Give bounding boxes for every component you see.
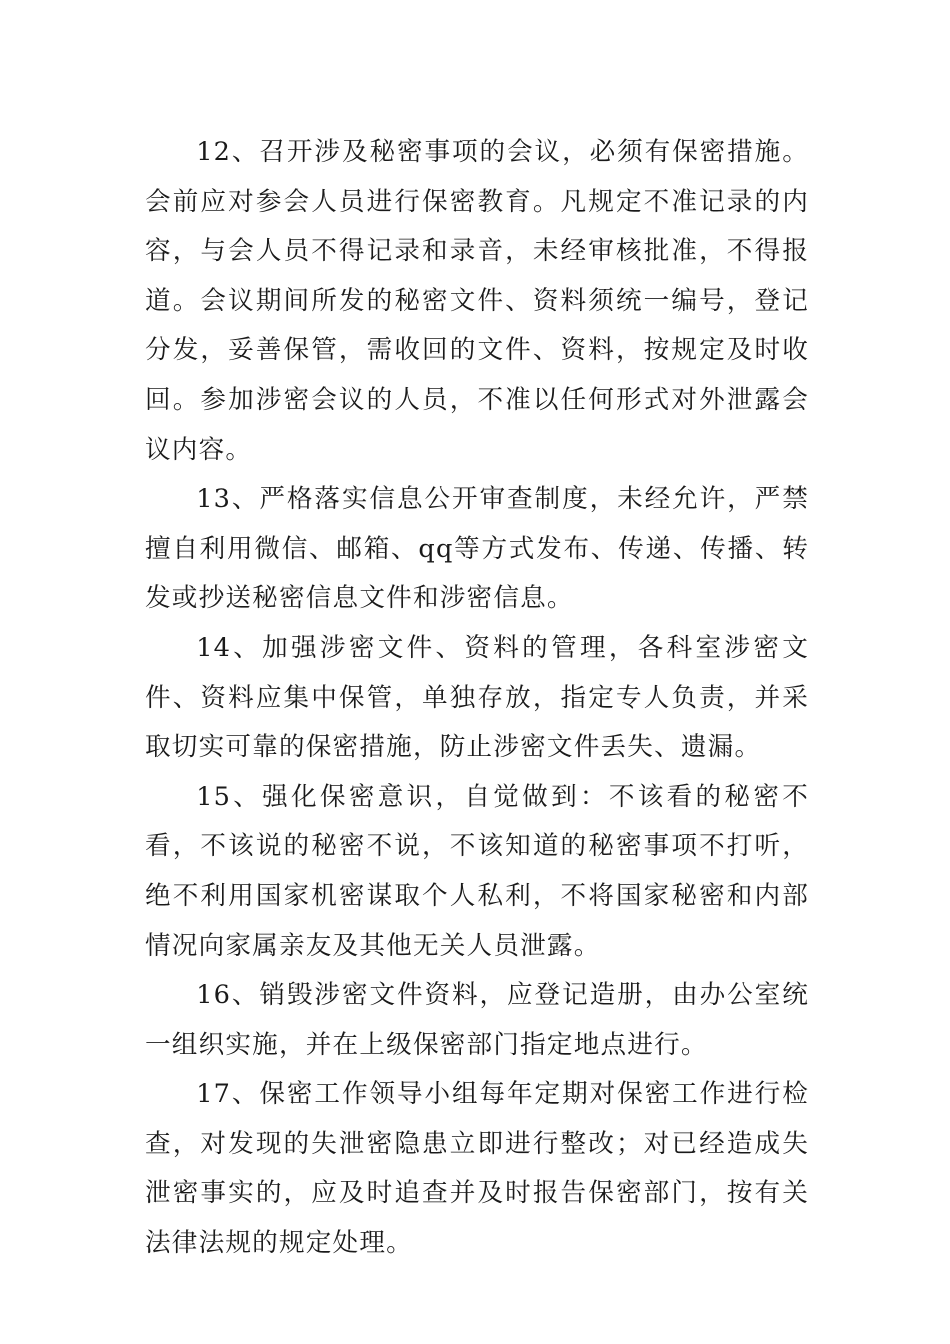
document-body (145, 128, 809, 1269)
paragraph-17: 17、保密工作领导小组每年定期对保密工作进行检查，对发现的失泄密隐患立即进行整改；对已经造成失泄密事实的，应及时追查并及时报告保密部门，按有关法律法规的规定处理。 (145, 1079, 809, 1259)
paragraph-15: 15、强化保密意识，自觉做到：不该看的秘密不看，不该说的秘密不说，不该知道的秘密事项不打听，绝不利用国家机密谋取个人私利，不将国家秘密和内部情况向家属亲友及其他无关人员泄露。 (145, 781, 809, 961)
paragraph-16: 16、销毁涉密文件资料，应登记造册，由办公室统一组织实施，并在上级保密部门指定地点进行。 (145, 980, 809, 1060)
paragraph-13: 13、严格落实信息公开审查制度，未经允许，严禁擅自利用微信、邮箱、qq等方式发布、传递、传播、转发或抄送秘密信息文件和涉密信息。 (145, 484, 809, 614)
paragraph-12: 12、召开涉及秘密事项的会议，必须有保密措施。会前应对参会人员进行保密教育。凡规定不准记录的内容，与会人员不得记录和录音，未经审核批准，不得报道。会议期间所发的秘密文件、资料须统一编号，登记分发，妥善保管，需收回的文件、资料，按规定及时收回。参加涉密会议的人员，不准以任何形式对外泄露会议内容。 (145, 137, 809, 465)
paragraph-14: 14、加强涉密文件、资料的管理，各科室涉密文件、资料应集中保管，单独存放，指定专人负责，并采取切实可靠的保密措施，防止涉密文件丢失、遗漏。 (145, 632, 809, 763)
